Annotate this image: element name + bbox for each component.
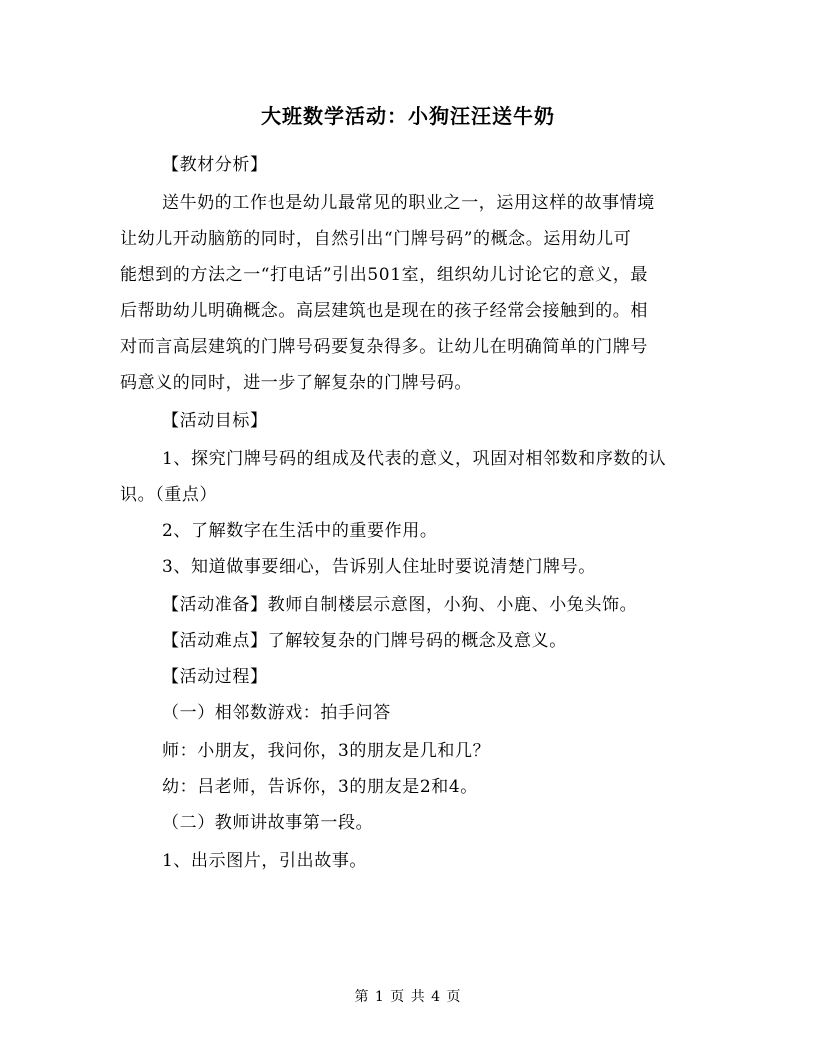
goal-item-2: 2、了解数字在生活中的重要作用。 [162, 521, 438, 541]
paragraph-line: 让幼儿开动脑筋的同时，自然引出“门牌号码”的概念。运用幼儿可 [120, 229, 632, 249]
paragraph-line: 能想到的方法之一“打电话”引出501室，组织幼儿讨论它的意义，最 [120, 265, 649, 285]
process-step-1: （一）相邻数游戏：拍手问答 [162, 703, 391, 723]
activity-preparation: 【活动准备】教师自制楼层示意图，小狗、小鹿、小兔头饰。 [162, 595, 638, 615]
process-step-2-item-1: 1、出示图片，引出故事。 [162, 851, 368, 871]
process-step-2: （二）教师讲故事第一段。 [162, 813, 374, 833]
goal-item-1: 1、探究门牌号码的组成及代表的意义，巩固对相邻数和序数的认 [162, 449, 667, 469]
paragraph-line: 码意义的同时，进一步了解复杂的门牌号码。 [120, 373, 472, 393]
document-title: 大班数学活动：小狗汪汪送牛奶 [261, 104, 555, 128]
goal-item-1-continued: 识。（重点） [120, 485, 218, 505]
goal-item-3: 3、知道做事要细心，告诉别人住址时要说清楚门牌号。 [162, 557, 596, 577]
activity-difficulty: 【活动难点】了解较复杂的门牌号码的概念及意义。 [162, 631, 567, 651]
dialogue-child: 幼：吕老师，告诉你，3的朋友是2和4。 [162, 777, 478, 797]
paragraph-line: 后帮助幼儿明确概念。高层建筑也是现在的孩子经常会接触到的。相 [120, 301, 648, 321]
section-heading-activity-process: 【活动过程】 [162, 667, 268, 687]
section-heading-material-analysis: 【教材分析】 [162, 155, 268, 175]
paragraph-line: 送牛奶的工作也是幼儿最常见的职业之一，运用这样的故事情境 [162, 193, 655, 213]
page-footer: 第 1 页 共 4 页 [354, 989, 462, 1005]
dialogue-teacher: 师：小朋友，我问你，3的朋友是几和几？ [162, 741, 491, 761]
section-heading-activity-goals: 【活动目标】 [162, 411, 268, 431]
paragraph-line: 对而言高层建筑的门牌号码要复杂得多。让幼儿在明确简单的门牌号 [120, 337, 648, 357]
